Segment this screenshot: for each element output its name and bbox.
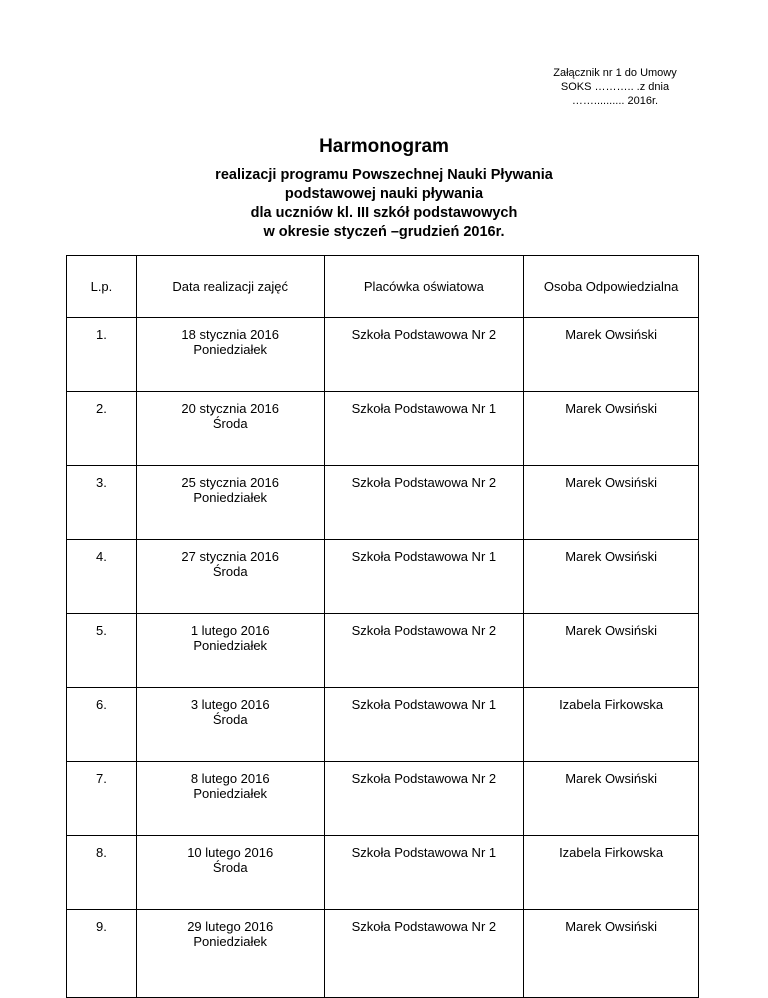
table-row xyxy=(67,762,699,836)
cell-person: Izabela Firkowska xyxy=(524,836,699,910)
date-text: 18 stycznia 2016 xyxy=(181,327,279,342)
cell-date xyxy=(136,688,324,762)
cell-date xyxy=(136,318,324,392)
cell-school: Szkoła Podstawowa Nr 2 xyxy=(324,614,524,688)
date-text: 8 lutego 2016 xyxy=(190,771,270,786)
cell-date xyxy=(136,836,324,910)
cell-person: Marek Owsiński xyxy=(524,614,699,688)
cell-school: Szkoła Podstawowa Nr 2 xyxy=(324,762,524,836)
date-text: 1 lutego 2016 xyxy=(190,623,270,638)
cell-lp: 3. xyxy=(67,466,137,540)
cell-lp: 2. xyxy=(67,392,137,466)
weekday-text: Poniedziałek xyxy=(193,934,268,949)
table-row xyxy=(67,688,699,762)
cell-person: Izabela Firkowska xyxy=(524,688,699,762)
subtitle-line-2: podstawowej nauki pływania xyxy=(284,186,484,202)
cell-lp: 6. xyxy=(67,688,137,762)
date-text: 3 lutego 2016 xyxy=(190,697,270,712)
date-text: 29 lutego 2016 xyxy=(187,919,274,934)
weekday-text: Środa xyxy=(212,860,248,875)
cell-school: Szkoła Podstawowa Nr 1 xyxy=(324,540,524,614)
cell-date xyxy=(136,910,324,998)
table-row xyxy=(67,540,699,614)
header-person: Osoba Odpowiedzialna xyxy=(524,256,699,318)
annex-line-3: …….......... 2016r. xyxy=(571,95,659,107)
cell-person: Marek Owsiński xyxy=(524,466,699,540)
weekday-text: Poniedziałek xyxy=(193,490,268,505)
cell-school: Szkoła Podstawowa Nr 2 xyxy=(324,318,524,392)
weekday-text: Poniedziałek xyxy=(193,638,268,653)
header-date: Data realizacji zajęć xyxy=(136,256,324,318)
cell-person: Marek Owsiński xyxy=(524,318,699,392)
table-row xyxy=(67,836,699,910)
document-title: Harmonogram xyxy=(319,136,449,157)
cell-lp: 4. xyxy=(67,540,137,614)
table-row xyxy=(67,318,699,392)
subtitle-line-3: dla uczniów kl. III szkół podstawowych xyxy=(250,205,518,221)
weekday-text: Środa xyxy=(212,564,248,579)
table-row xyxy=(67,614,699,688)
annex-line-1: Załącznik nr 1 do Umowy xyxy=(553,67,677,79)
cell-lp: 8. xyxy=(67,836,137,910)
cell-date xyxy=(136,614,324,688)
weekday-text: Poniedziałek xyxy=(193,786,268,801)
date-text: 25 stycznia 2016 xyxy=(181,475,279,490)
date-text: 10 lutego 2016 xyxy=(187,845,274,860)
table-row xyxy=(67,392,699,466)
cell-person: Marek Owsiński xyxy=(524,762,699,836)
cell-date xyxy=(136,540,324,614)
cell-person: Marek Owsiński xyxy=(524,910,699,998)
cell-person: Marek Owsiński xyxy=(524,392,699,466)
cell-person: Marek Owsiński xyxy=(524,540,699,614)
cell-school: Szkoła Podstawowa Nr 1 xyxy=(324,392,524,466)
cell-school: Szkoła Podstawowa Nr 2 xyxy=(324,466,524,540)
annex-line-2: SOKS ……….. .z dnia xyxy=(560,81,670,93)
cell-lp: 9. xyxy=(67,910,137,998)
weekday-text: Poniedziałek xyxy=(193,342,268,357)
date-text: 27 stycznia 2016 xyxy=(181,549,279,564)
document-subtitle xyxy=(0,166,768,242)
table-row xyxy=(67,466,699,540)
header-school: Placówka oświatowa xyxy=(324,256,524,318)
cell-school: Szkoła Podstawowa Nr 2 xyxy=(324,910,524,998)
schedule-table xyxy=(66,255,699,998)
header-lp: L.p. xyxy=(67,256,137,318)
cell-date xyxy=(136,466,324,540)
weekday-text: Środa xyxy=(212,416,248,431)
table-header-row xyxy=(67,256,699,318)
weekday-text: Środa xyxy=(212,712,248,727)
cell-lp: 7. xyxy=(67,762,137,836)
date-text: 20 stycznia 2016 xyxy=(181,401,279,416)
cell-lp: 5. xyxy=(67,614,137,688)
cell-date xyxy=(136,392,324,466)
cell-date xyxy=(136,762,324,836)
table-row xyxy=(67,910,699,998)
subtitle-line-1: realizacji programu Powszechnej Nauki Pływania xyxy=(215,167,553,183)
cell-lp: 1. xyxy=(67,318,137,392)
cell-school: Szkoła Podstawowa Nr 1 xyxy=(324,688,524,762)
annex-note xyxy=(540,66,690,108)
subtitle-line-4: w okresie styczeń –grudzień 2016r. xyxy=(263,224,505,240)
cell-school: Szkoła Podstawowa Nr 1 xyxy=(324,836,524,910)
